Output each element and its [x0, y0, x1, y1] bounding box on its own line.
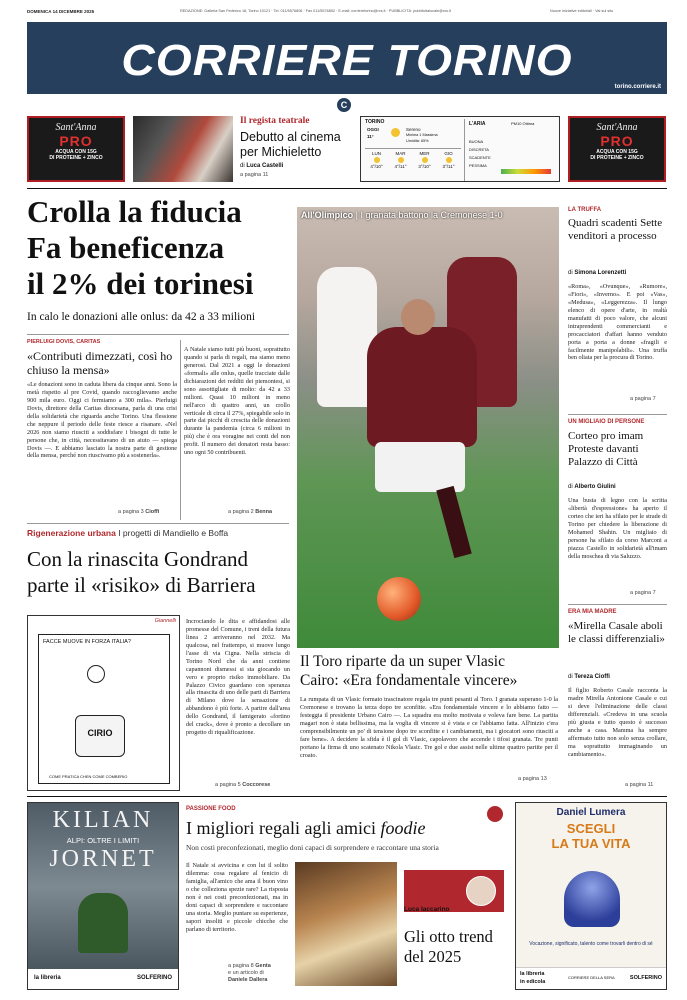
book-right-title2: LA TUA VITA — [551, 836, 631, 851]
truffa-kicker: LA TRUFFA — [568, 207, 602, 213]
gondrand-headline-line2[interactable]: parte il «risiko» di Barriera — [27, 573, 256, 597]
ad-brand: Sant'Anna — [55, 122, 97, 133]
teaser-page: a pagina 11 — [240, 172, 269, 178]
air-level-3: PESSIMA — [469, 163, 487, 168]
casale-page: a pagina 11 — [625, 782, 654, 788]
lead-body-page: a pagina 2 Benna — [228, 509, 273, 515]
casale-byline: di Tereza Cioffi — [568, 674, 610, 680]
book-left-title: JORNET — [49, 846, 157, 872]
regali-sub: Non costi preconfezionati, meglio doni capaci di sorprendere e raccontare una storia — [186, 843, 439, 852]
center-headline-line2[interactable]: Cairo: «Era fondamentale vincere» — [300, 672, 518, 689]
center-page: a pagina 13 — [518, 776, 547, 782]
book-left-store: la libreria — [34, 975, 61, 981]
ad-line1: ACQUA CON 15G — [55, 149, 97, 155]
forecast-day-0: LUN 4°/10° — [370, 151, 383, 169]
teaser-kicker: Il regista teatrale — [240, 116, 310, 126]
air-bar — [501, 169, 551, 174]
trend-author-avatar — [466, 876, 496, 906]
gondrand-page: a pagina 5 Coccorese — [215, 782, 271, 788]
truffa-title[interactable]: Quadri scadenti Sette venditori a processo — [568, 217, 663, 242]
cartoon-can: CIRIO — [75, 715, 125, 757]
air-text: PM10 Ottima — [511, 121, 535, 126]
ad-brand: Sant'Anna — [596, 122, 638, 133]
regali-title[interactable]: I migliori regali agli amici foodie — [186, 818, 426, 838]
ad-line2: DI PROTEINE + ZINCO — [49, 155, 103, 161]
book-left-climber — [78, 893, 128, 953]
book-right-title1: SCEGLI — [566, 821, 616, 836]
book-left-footer — [28, 969, 178, 989]
weather-temp: 11° — [367, 134, 374, 139]
book-left-subtitle: ALPI: OLTRE I LIMITI — [66, 836, 140, 845]
weather-desc2: Minima 1 Massima — [406, 133, 438, 137]
masthead-badge: C — [337, 98, 351, 112]
forecast-day-3: GIO 3°/11° — [442, 151, 455, 169]
forecast-day-1: MAR 4°/11° — [394, 151, 407, 169]
weather-desc3: Umidità: 65% — [406, 139, 429, 143]
lotus-icon — [564, 871, 620, 927]
lead-subheadline: In calo le donazioni alle onlus: da 42 a 33 milioni — [27, 311, 256, 323]
teaser-author: Luca Castelli — [246, 163, 284, 169]
weather-city: TORINO — [365, 119, 385, 125]
ad-pro: PRO — [600, 133, 634, 149]
air-level-0: BUONA — [469, 139, 484, 144]
lead-headline-line1[interactable]: Crolla la fiducia — [27, 194, 242, 229]
corteo-page: a pagina 7 — [630, 590, 656, 596]
interview-body: «Le donazioni sono in caduta libera da cinque anni. Sono la metà rispetto al pre Covid, quando raccoglievamo anche 900 mila euro. Oggi ci fermiamo a 300 mila». Pierluigi Dovis, direttore della Caritas diocesana, parla di una crisi della solidarietà che riguarda anche Torino. Una flessione che neppure il periodo delle feste riesce a risanare. «Nel 2026 non siamo riusciti a soddisfare i bisogni di tutte le persone che, in città, necessitavano di un aiuto — spiega Dovis —. E abbiamo lasciato la nostra parte di gestione della mensa, perché non riuscivamo più a sostenerla». — [27, 381, 177, 460]
topbar-right[interactable]: Nuove iniziative editoriali · Vai sul sito — [550, 9, 614, 13]
teaser-title-line1[interactable]: Debutto al cinema — [240, 130, 341, 144]
center-headline-line1[interactable]: Il Toro riparte da un super Vlasic — [300, 653, 505, 670]
center-photo[interactable] — [297, 207, 559, 648]
air-label: L'ARIA — [469, 121, 486, 127]
book-right-store2: in edicola — [520, 979, 546, 985]
weather-desc1: Sereno — [406, 127, 421, 132]
ad-line1: ACQUA CON 15G — [596, 149, 638, 155]
regali-body: Il Natale si avvicina e con lui il solito dilemma: cosa regalare al fenicio di famiglia, all'amico che ama il buon vino o che colleziona spezie rare? La risposta non è nei costi preconfezionati, ma in doni capaci di sorprendere e raccontare una storia. Meglio puntare su esperienze, sapori insoliti e piccole chicche che parlano di territorio. — [186, 862, 288, 933]
corteo-body: Una busta di legno con la scritta «libertà d'espressione» ha aperto il corteo che ieri ha sfilato per le strade di Torino per chiedere la liberazione di Mohamed Shahin. Un migliaio di persone ha sfilato da corso Marconi a piazza Castello in solidarietà all'imam della moschea di via Saluzzo. — [568, 497, 667, 560]
trend-author: Luca Iaccarino — [404, 906, 450, 913]
teaser-title-line2[interactable]: per Michieletto — [240, 145, 322, 159]
book-left-author: KILIAN — [52, 807, 154, 833]
corteo-kicker: UN MIGLIAIO DI PERSONE — [568, 419, 645, 425]
site-url[interactable]: torino.corriere.it — [614, 84, 661, 90]
truffa-page: a pagina 7 — [630, 396, 656, 402]
air-level-2: SCADENTE — [469, 155, 491, 160]
casale-title[interactable]: «Mirella Casale aboli le classi differenziali» — [568, 620, 665, 645]
ad-pro: PRO — [59, 133, 93, 149]
regali-byline: a pagina 8 Genta e un articolo di Daniele Dallera — [228, 963, 271, 983]
ad-santanna-left[interactable] — [27, 116, 125, 182]
interview-page: a pagina 3 Cioffi — [118, 509, 160, 515]
gondrand-headline-line1[interactable]: Con la rinascita Gondrand — [27, 547, 249, 571]
center-kicker: All'Olimpico | I granata battono la Cremonese 1-0 — [301, 210, 503, 220]
regali-logo-icon — [487, 806, 503, 822]
forecast-day-2: MER 3°/10° — [418, 151, 431, 169]
interview-title[interactable]: «Contributi dimezzati, così ho chiuso la mensa» — [27, 349, 173, 377]
player-leg — [436, 486, 472, 558]
cartoon-figure — [87, 665, 105, 683]
casale-kicker: ERA MIA MADRE — [568, 609, 617, 615]
casale-body: Il figlio Roberto Casale racconta la madre Mirella Antonione Casale e cui si deve l'eliminazione delle classi differenziali. «Credeva in una scuola più giusta e tutto questo è successo anche a casa. Mamma ha sempre affermato tutto non solo senza crollare, ma soprattutto immaginando un cambiamento». — [568, 687, 667, 758]
gondrand-body: Incrociando le dita e affidandosi alle promesse del Comune, i treni della futura linea 2 arriveranno nel 2032. Ma qualcosa, nel frattempo, si muove lungo l'asse di via Cigna. Nella striscia di Torino Nord che da anni contiene capannoni dismessi si sta giocando un vero e proprio risiko immobiliare. Da Palazzo Civico guardano con speranza alla rinascita di uno delle parti di Barriera di Milano dove la sensazione di abbandono è più forte. A partire dall'area dello Gondrand, il famigerato «fortino del crack», dove è pronto a decollare un progetto di riqualificazione. — [186, 618, 290, 737]
cartoon-label: Giannelli — [154, 618, 176, 624]
cartoon-caption-top: FACCE MUOVE IN FORZA ITALIA? — [43, 639, 131, 645]
truffa-body: «Roma», «Ovunque», «Rumore», «Fiori», «Inverno». E poi «Vas», «Medusa», «Leggerezza». Il lungo elenco di opere d'arte, in realtà manufatti di poco valore, che alcuni intraprendenti commercianti e procacciatori d'affari hanno venduto porta a porta a donne «fragili e facilmente manipolabili». Una truffa ben oliata per la procura di Torino. — [568, 283, 667, 362]
book-right-author: Daniel Lumera — [556, 807, 626, 818]
book-right-store1: la libreria — [520, 971, 545, 977]
corteo-byline: di Alberto Giulini — [568, 484, 616, 490]
weather-sun-icon — [391, 127, 400, 138]
football — [377, 577, 421, 621]
book-right-publisher: SOLFERINO — [629, 975, 662, 981]
book-right-store3: CORRIERE DELLA SERA — [568, 975, 615, 980]
weather-today-label: OGGI — [367, 127, 379, 132]
gondrand-kicker: Rigenerazione urbana I progetti di Mandiello e Boffa — [27, 528, 229, 538]
ad-line2: DI PROTEINE + ZINCO — [590, 155, 644, 161]
ad-book-lumera[interactable] — [515, 802, 667, 990]
player-main-shorts — [375, 442, 465, 492]
regali-kicker: PASSIONE FOOD — [186, 806, 236, 812]
corteo-title[interactable]: Corteo pro imam Proteste davanti Palazzo di Città — [568, 430, 644, 468]
ad-book-kilian[interactable] — [27, 802, 179, 990]
newspaper-title: CORRIERE TORINO — [121, 36, 573, 85]
teaser-by: di — [240, 163, 245, 169]
edition-date: DOMENICA 14 DICEMBRE 2025 — [27, 9, 95, 14]
cartoon-caption-bottom: COME PRATICA CHEN COME COMBERIO — [49, 774, 128, 779]
truffa-byline: di Simona Lorenzetti — [568, 270, 627, 276]
center-body: La rumpata di un Vlasic formato trascinatore regala tre punti pesanti al Toro. I granata superano 1-0 la Cremonese e trovano la terza dopo tre sconfitte. «Era fondamentale vincere e lo abbiamo fatto — festeggia il presidente Urbano Cairo —. La squadra era molto motivata e voleva fare bene. La partita magari non è stata bellissima, ma la voglia di vincere si è vista e ce l'abbiamo fatta. All'inizio c'era comprensibilmente un po' di tensione dopo tre sconfitte e i cambiamenti, ma i giocatori sono riusciti a fare bene». A decidere la sfida è il gol di Vlasic, capolavoro che accende i tifosi granata. Tre punti portano la firma di uno scatenato Nikola Vlasic. Tre gol e due assist nelle ultime quattro partite per il croato. — [300, 696, 558, 759]
weather-box — [360, 116, 560, 182]
player-main-head — [401, 299, 435, 335]
teaser-photo — [133, 116, 233, 182]
interview-kicker: PIERLUIGI DOVIS, CARITAS — [27, 339, 101, 345]
lead-body: A Natale siamo tutti più buoni, soprattutto quando si parla di regali, ma siamo meno generosi. Dal 2021 a oggi le donazioni «formali» alle onlus, quelle tracciate dalle dichiarazioni dei redditi dei piemontesi, si sono assottigliate di molto: da 42 a 33 milioni. Quasi 10 milioni in meno nell'arco di quattro anni, un crollo verticale di circa il 27%, spiegabile solo in parte dai picchi di crescita delle donazioni durante la pandemia (circa 6 milioni in più) che è ora voragine nei conti del non profit. Il numero dei donatori resta basso: uno ogni 50 contribuenti. — [184, 346, 290, 457]
lead-headline-line2[interactable]: Fa beneficenza — [27, 230, 225, 265]
teaser-byline — [240, 163, 283, 169]
trend-title[interactable]: Gli otto trend del 2025 — [404, 927, 493, 966]
masthead — [27, 22, 667, 94]
ad-santanna-right[interactable] — [568, 116, 666, 182]
air-level-1: DISCRETA — [469, 147, 489, 152]
book-right-footer — [516, 967, 666, 989]
editorial-info: REDAZIONE: Galleria San Federico 16, Torino 10121 · Tel. 011/5576806 · Fax 011/5576852 · E-mail: corrieretorino@rcs.it · PUBBLICITÀ: pubblicitalocale@rcs.it — [180, 9, 452, 13]
player-main-shirt — [367, 327, 477, 447]
book-right-tagline: Vocazione, significato, talento come trovarli dentro di sé — [529, 941, 653, 947]
lead-headline-line3[interactable]: il 2% dei torinesi — [27, 266, 254, 301]
book-left-publisher: SOLFERINO — [136, 975, 172, 981]
regali-photo — [295, 862, 397, 986]
cartoon-box — [27, 615, 180, 791]
